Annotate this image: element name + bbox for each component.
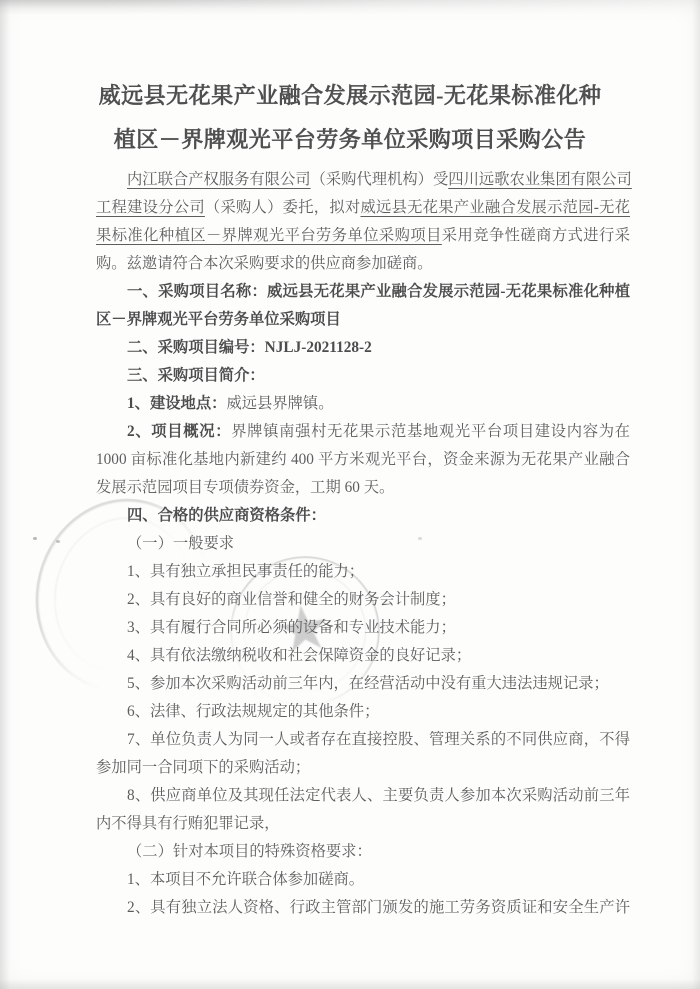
text-segment: 1、本项目不允许联合体参加磋商。 <box>127 871 365 888</box>
text-line <box>96 390 630 418</box>
text-segment: 1000 亩标准化基地内新建约 400 平方米观光平台，资金来源为无花果产业融合 <box>96 451 630 468</box>
text-line <box>96 866 630 894</box>
text-segment: 7、单位负责人为同一人或者存在直接控股、管理关系的不同供应商，不得 <box>127 731 630 748</box>
paper-speck <box>33 537 37 540</box>
document-title <box>83 74 617 162</box>
text-line <box>96 334 630 362</box>
text-segment: 威远县无花果产业融合发展示范园-无花 <box>360 199 630 216</box>
text-segment: 8、供应商单位及其现任法定代表人、主要负责人参加本次采购活动前三年 <box>127 787 630 804</box>
text-segment: 2、项目概况： <box>127 423 232 440</box>
text-line <box>96 726 630 754</box>
text-segment: 工程建设分公司 <box>96 199 205 216</box>
text-segment: 四、合格的供应商资格条件： <box>127 507 326 524</box>
text-line <box>96 222 630 250</box>
text-segment: 购。兹邀请符合本次采购要求的供应商参加磋商。 <box>96 255 433 272</box>
text-segment: 5、参加本次采购活动前三年内，在经营活动中没有重大违法违规记录； <box>127 675 609 692</box>
text-segment: 二、采购项目编号：NJLJ-2021128-2 <box>127 339 372 356</box>
text-segment: 3、具有履行合同所必须的设备和专业技术能力； <box>127 619 456 636</box>
text-line <box>96 754 630 782</box>
text-segment: 内江联合产权服务有限公司 <box>127 171 311 188</box>
text-segment: （采购人）委托，拟对 <box>204 199 361 216</box>
text-line <box>96 586 630 614</box>
text-line <box>96 446 630 474</box>
text-segment: （采购代理机构）受 <box>310 171 449 188</box>
text-segment: 一、采购项目名称：威远县无花果产业融合发展示范园-无花果标准化种植 <box>127 283 630 300</box>
text-line <box>96 362 630 390</box>
text-segment: 4、具有依法缴纳税收和社会保障资金的良好记录； <box>127 647 472 664</box>
text-line <box>96 838 630 866</box>
text-segment: 威远县界牌镇。 <box>226 395 334 412</box>
text-line <box>96 166 630 194</box>
star-icon: ★ <box>271 588 337 669</box>
text-segment: 内不得具有行贿犯罪记录， <box>96 815 280 832</box>
text-segment: （一）一般要求 <box>127 535 235 552</box>
text-segment: 区－界牌观光平台劳务单位采购项目 <box>96 311 341 328</box>
text-line <box>96 642 630 670</box>
text-segment: 界牌镇南强村无花果示范基地观光平台项目建设内容为在 <box>231 423 630 440</box>
text-segment: 果标准化种植区－界牌观光平台劳务单位采购项目 <box>96 227 442 244</box>
scan-edge-shadow-right <box>692 0 700 989</box>
text-line <box>96 250 630 278</box>
text-segment: 6、法律、行政法规规定的其他条件； <box>127 703 380 720</box>
scan-edge-shadow-left <box>0 0 10 989</box>
text-line <box>96 614 630 642</box>
text-segment: 1、建设地点： <box>127 395 227 412</box>
text-line <box>96 306 630 334</box>
text-segment: （二）针对本项目的特殊资格要求： <box>127 843 372 860</box>
document-content <box>96 74 630 922</box>
document-title-line-2: 植区－界牌观光平台劳务单位采购项目采购公告 <box>113 127 587 152</box>
text-line <box>96 670 630 698</box>
document-body <box>96 166 630 922</box>
text-line <box>96 698 630 726</box>
text-segment: 2、具有独立法人资格、行政主管部门颁发的施工劳务资质证和安全生产许 <box>127 899 630 916</box>
text-line <box>96 418 630 446</box>
scan-edge-shadow-bottom <box>0 979 700 989</box>
text-line <box>96 474 630 502</box>
text-segment: 发展示范园项目专项债券资金，工期 60 天。 <box>96 479 395 496</box>
text-line <box>96 194 630 222</box>
text-line <box>96 782 630 810</box>
text-segment: 三、采购项目简介： <box>127 367 265 384</box>
text-segment: 采用竞争性磋商方式进行采 <box>441 227 630 244</box>
text-line <box>96 530 630 558</box>
text-line <box>96 894 630 922</box>
text-segment: 2、具有良好的商业信誉和健全的财务会计制度； <box>127 591 456 608</box>
text-segment: 四川远歌农业集团有限公司 <box>448 171 632 188</box>
scan-edge-shadow-top <box>0 0 700 15</box>
text-line <box>96 558 630 586</box>
text-line <box>96 810 630 838</box>
text-line <box>96 502 630 530</box>
text-segment: 1、具有独立承担民事责任的能力； <box>127 563 365 580</box>
text-segment: 参加同一合同项下的采购活动； <box>96 759 311 776</box>
text-line <box>96 278 630 306</box>
document-title-line-1: 威远县无花果产业融合发展示范园-无花果标准化种 <box>98 83 602 108</box>
